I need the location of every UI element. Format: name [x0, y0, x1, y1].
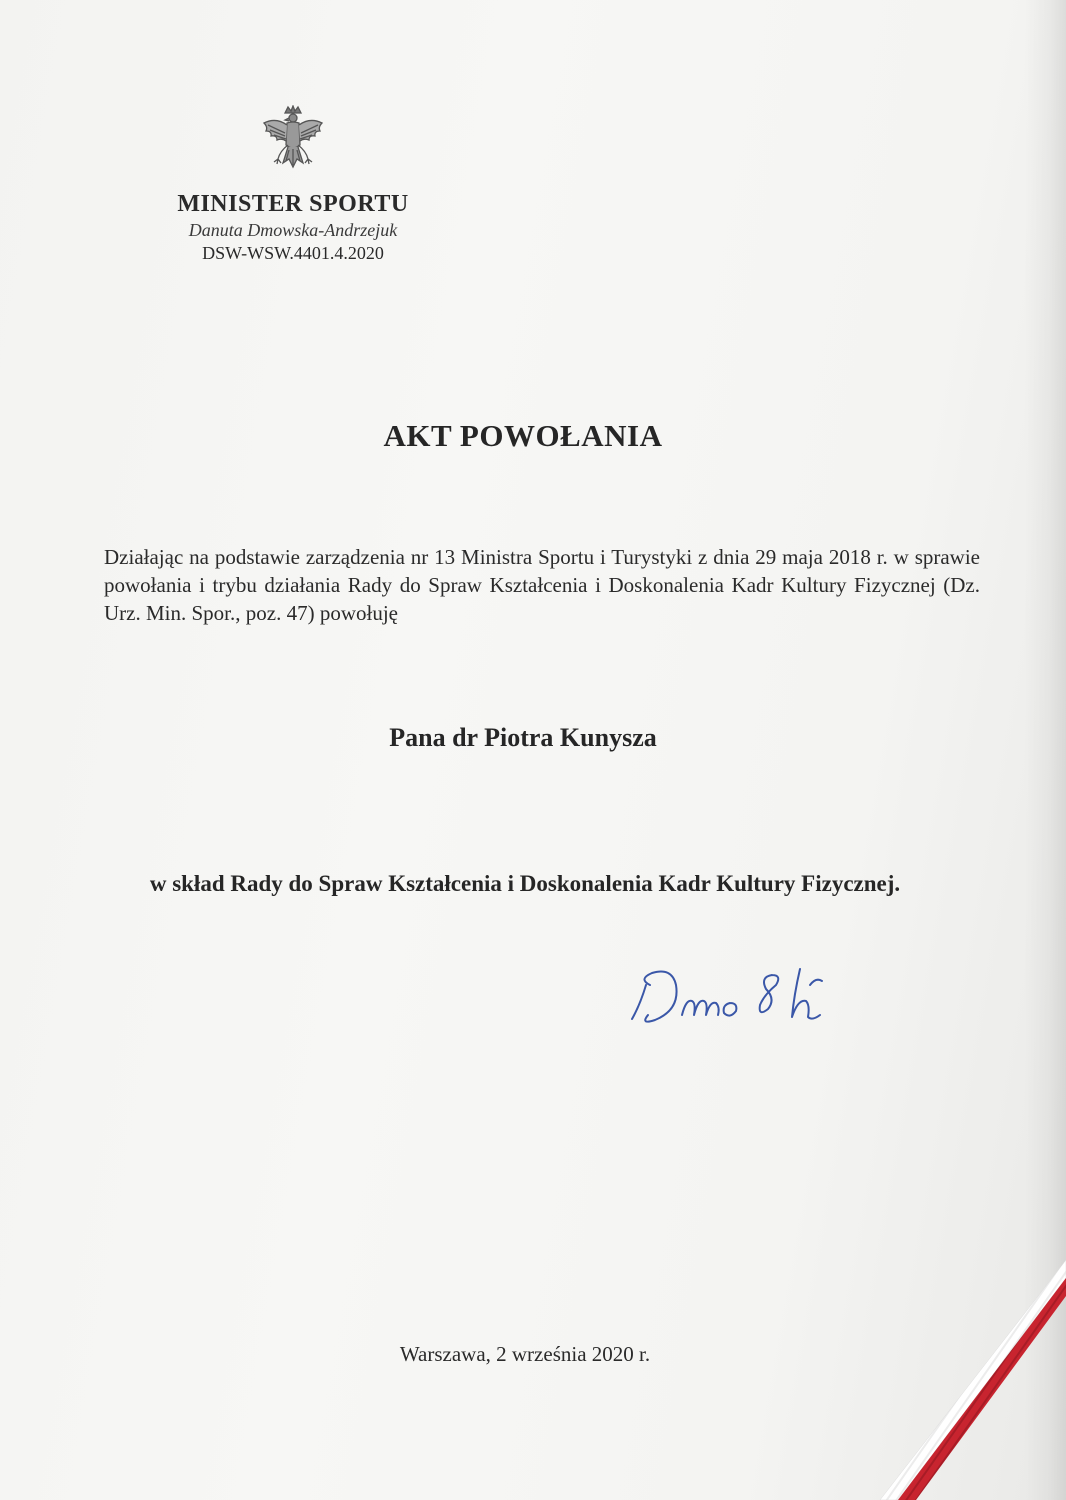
office-title: MINISTER SPORTU [177, 191, 409, 217]
polish-white-eagle-emblem-icon [258, 105, 328, 183]
appointee-name: Pana dr Piotra Kunysza [389, 723, 657, 752]
reference-number: DSW-WSW.4401.4.2020 [202, 243, 384, 263]
letterhead [120, 105, 466, 265]
basis-paragraph: Działając na podstawie zarządzenia nr 13 Ministra Sportu i Turystyki z dnia 29 maja 2018 r. w sprawie powołania i trybu działania Rady do Spraw Kształcenia i Doskonalenia Kadr Kultury Fizycznej (Dz. Urz. Min. Spor., poz. 47) powołuję [104, 545, 980, 625]
document-title: AKT POWOŁANIA [383, 418, 663, 453]
council-composition-text: w skład Rady do Spraw Kształcenia i Doskonalenia Kadr Kultury Fizycznej. [149, 871, 901, 896]
place-and-date: Warszawa, 2 września 2020 r. [399, 1342, 651, 1366]
minister-name: Danuta Dmowska-Andrzejuk [188, 220, 398, 240]
national-ribbon [836, 1250, 1066, 1500]
handwritten-signature [610, 955, 870, 1045]
